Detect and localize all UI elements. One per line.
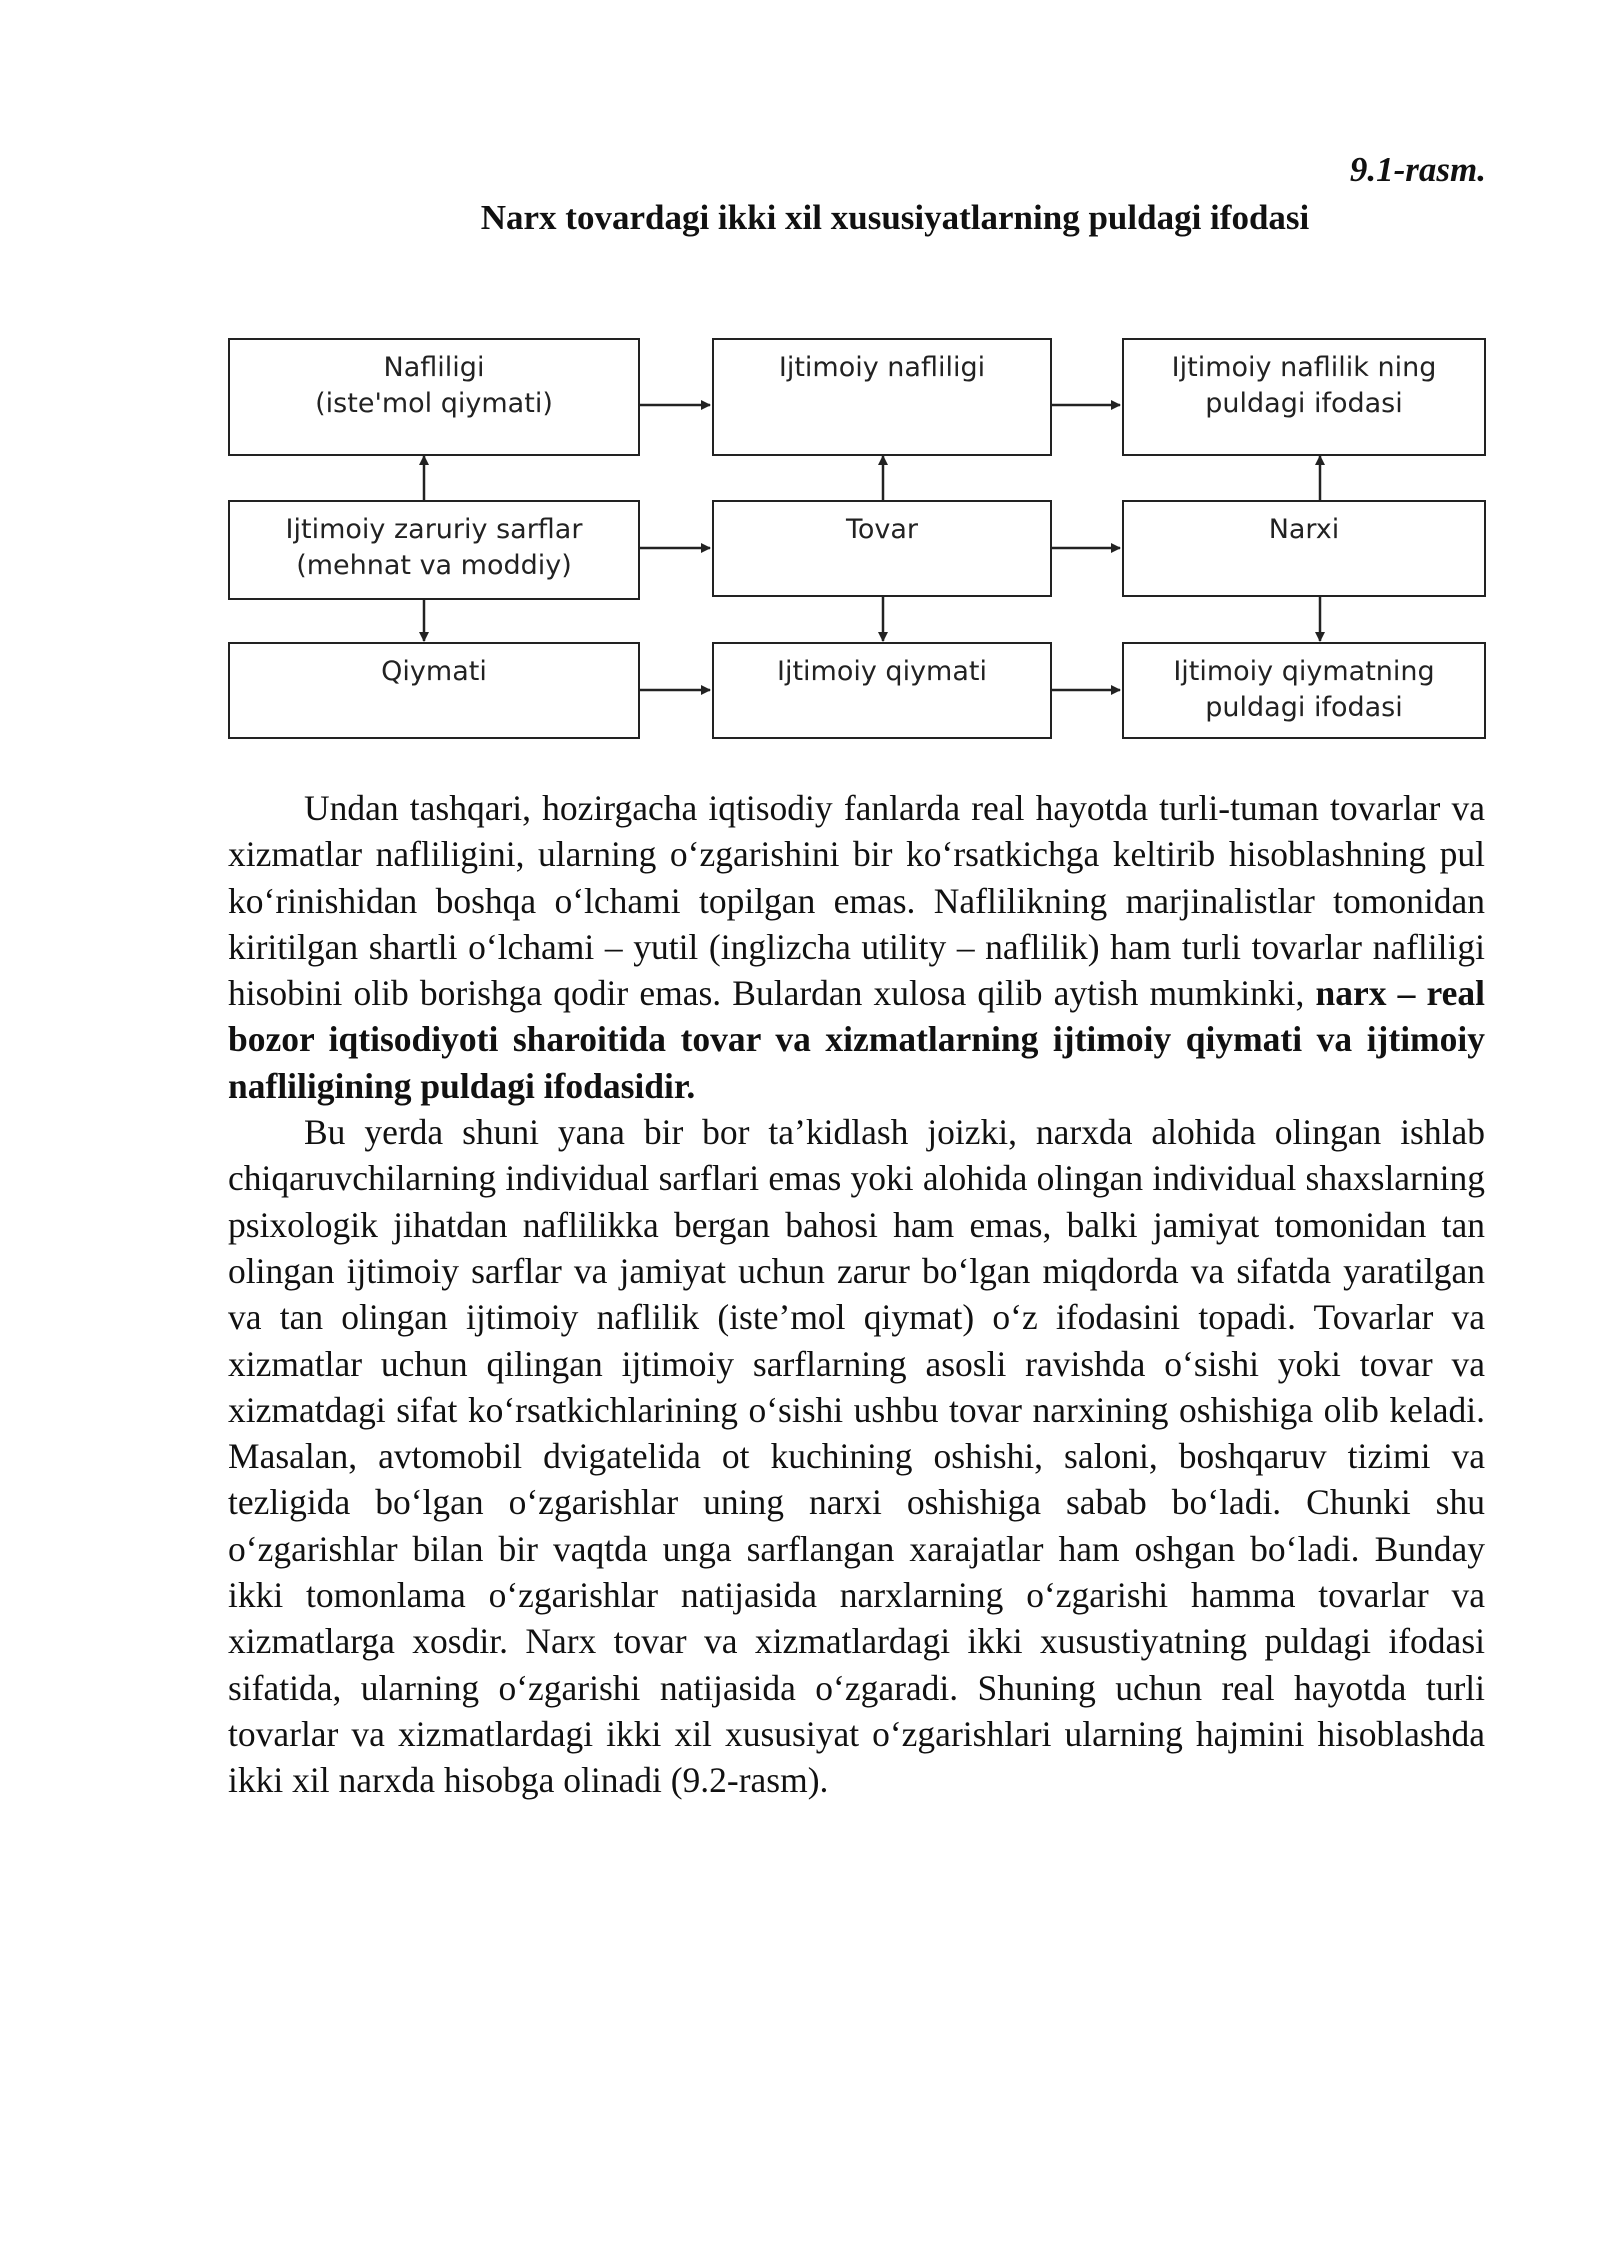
paragraph-1-text: Undan tashqari, hozirgacha iqtisodiy fanlarda real hayotda turli-tuman tovarlar va xizmatlar nafliligini, ularning o‘zgarishini bir ko‘rsatkichga keltirib hisoblashning pul ko‘rinishidan boshqa o‘lchami topilgan emas. Naflilikning marjinalistlar tomonidan kiritilgan shartli o‘lchami – yutil (inglizcha utility – naflilik) ham turli tovarlar nafliligi hisobini olib borishga qodir emas. Bulardan xulosa qilib aytish mumkinki,	[228, 788, 1485, 1014]
figure-label: 9.1-rasm.	[1349, 150, 1486, 189]
flow-diagram	[0, 0, 1600, 760]
paragraph-2: Bu yerda shuni yana bir bor ta’kidlash joizki, narxda alohida olingan ishlab chiqaruvchilarning individual sarflari emas yoki alohida olingan individual shaxslarning psixologik jihatdan naflilikka bergan bahosi ham emas, balki jamiyat tomonidan tan olingan ijtimoiy sarflar va jamiyat uchun zarur bo‘lgan miqdorda va sifatda yaratilgan va tan olingan ijtimoiy naflilik (iste’mol qiymat) o‘z ifodasini topadi. Tovarlar va xizmatlar uchun qilingan ijtimoiy sarflarning asosli ravishda o‘sishi yoki tovar va xizmatdagi sifat ko‘rsatkichlarining o‘sishi ushbu tovar narxining oshishiga olib keladi. Masalan, avtomobil dvigatelida ot kuchining oshishi, saloni, boshqaruv tizimi va tezligida bo‘lgan o‘zgarishlar uning narxi oshishiga sabab bo‘ladi. Chunki shu o‘zgarishlar bilan bir vaqtda unga sarflangan xarajatlar ham oshgan bo‘ladi. Bunday ikki tomonlama o‘zgarishlar natijasida narxlarning o‘zgarishi hamma tovarlar va xizmatlarga xosdir. Narx tovar va xizmatlardagi ikki xusustiyatning puldagi ifodasi sifatida, ularning o‘zgarishi natijasida o‘zgaradi. Shuning uchun real hayotda turli tovarlar va xizmatlardagi ikki xil xususiyat o‘zgarishlari ularning hajmini hisoblashda ikki xil narxda hisobga olinadi (9.2-rasm).	[228, 1112, 1485, 1801]
box-narxi: Narxi	[1122, 500, 1486, 597]
box-ijtimoiy-naflilik: Ijtimoiy nafliligi	[712, 338, 1052, 456]
box-sarflar: Ijtimoiy zaruriy sarflar (mehnat va moddiy)	[228, 500, 640, 600]
box-ijtimoiy-qiymat-pul: Ijtimoiy qiymatning puldagi ifodasi	[1122, 642, 1486, 739]
box-ijtimoiy-naflilik-pul: Ijtimoiy naflilik ning puldagi ifodasi	[1122, 338, 1486, 456]
box-naflilik: Nafliligi (iste'mol qiymati)	[228, 338, 640, 456]
body-text	[228, 785, 1485, 1804]
box-ijtimoiy-qiymat: Ijtimoiy qiymati	[712, 642, 1052, 739]
paragraph-1	[228, 785, 1485, 1109]
box-tovar: Tovar	[712, 500, 1052, 597]
box-qiymati: Qiymati	[228, 642, 640, 739]
paragraph-1-bold: narx – real bozor iqtisodiyoti sharoitida tovar va xizmatlarning ijtimoiy qiymati va ijtimoiy nafliligining puldagi ifodasidir.	[228, 973, 1485, 1106]
figure-title: Narx tovardagi ikki xil xususiyatlarning puldagi ifodasi	[480, 198, 1310, 237]
